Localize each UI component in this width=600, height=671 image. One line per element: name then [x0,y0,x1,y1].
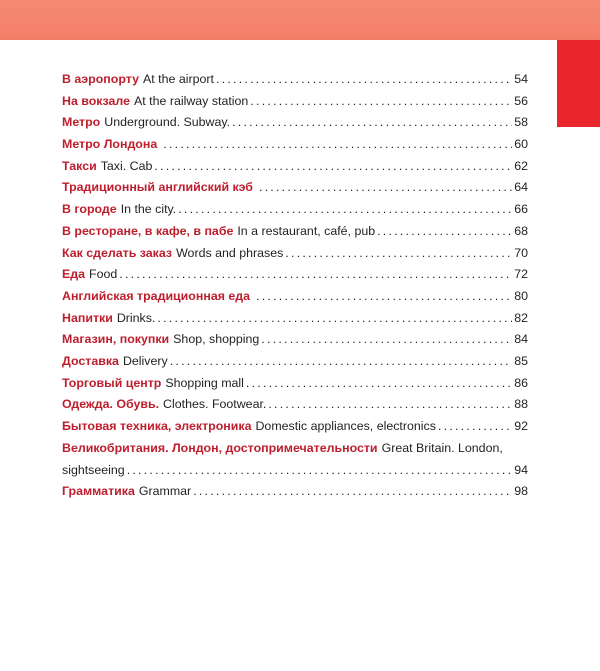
toc-entry-page: 94 [514,462,528,477]
toc-entry[interactable] [62,91,528,113]
toc-entry-page: 88 [514,397,528,412]
table-of-contents [62,69,528,503]
toc-entry-page: 54 [514,72,528,86]
toc-entry-ru-title: Как сделать заказ [62,245,173,260]
dot-leader [127,460,513,482]
toc-entry-ru-title: В ресторане, в кафе, в пабе [62,223,234,238]
toc-entry-ru-title: Напитки [62,310,113,325]
top-color-band [0,0,600,40]
dot-leader [119,264,512,286]
dot-leader [377,221,512,243]
dot-leader [232,112,512,134]
toc-entry-en-title: sightseeing [62,462,125,477]
toc-entry[interactable] [62,264,528,286]
toc-entry-ru-title: На вокзале [62,93,130,108]
toc-entry-ru-title: Метро Лондона [62,137,158,152]
toc-entry-page: 64 [514,180,528,195]
toc-entry[interactable] [62,308,528,330]
dot-leader [163,134,512,156]
toc-entry-en-title: Underground. Subway. [104,115,231,130]
toc-entry-en-title: At the airport [143,72,214,86]
toc-entry-ru-title: В аэропорту [62,72,139,86]
dot-leader [246,373,512,395]
toc-entry[interactable] [62,243,528,265]
dot-leader [178,199,512,221]
dot-leader [261,329,512,351]
dot-leader [438,416,512,438]
toc-entry[interactable] [62,112,528,134]
toc-entry-en-title: Domestic appliances, electronics [255,419,436,433]
toc-entry[interactable] [62,134,528,156]
toc-entry[interactable] [62,394,528,416]
dot-leader [285,243,512,265]
toc-entry-en-title: Taxi. Cab [100,158,153,173]
toc-entry-page: 66 [514,202,528,217]
toc-entry[interactable] [62,156,528,178]
toc-entry-ru-title: Великобритания. Лондон, достопримечательности [62,440,378,455]
toc-entry-en-title: Shop, shopping [173,332,260,347]
toc-entry-page: 80 [514,288,528,303]
dot-leader [216,69,512,91]
toc-entry-ru-title: Такси [62,158,97,173]
toc-entry-ru-title: Бытовая техника, электроника [62,419,252,433]
toc-entry-page: 98 [514,484,528,499]
toc-entry-en-title: Drinks. [116,310,156,325]
toc-entry-ru-title: В городе [62,202,117,217]
dot-leader [154,156,512,178]
toc-entry[interactable] [62,177,528,199]
side-tab-marker [557,40,600,127]
toc-entry-page: 82 [514,310,528,325]
toc-entry-page: 68 [514,223,528,238]
dot-leader [250,91,512,113]
toc-entry-en-title: Delivery [122,353,168,368]
toc-entry-ru-title: Еда [62,267,86,282]
toc-entry-ru-title: Английская традиционная еда [62,288,251,303]
dot-leader [268,394,512,416]
toc-entry-page: 60 [514,137,528,152]
toc-entry-en-title: At the railway station [134,93,249,108]
toc-entry[interactable] [62,199,528,221]
toc-entry-en-title: Words and phrases [176,245,284,260]
toc-entry-ru-title: Одежда. Обувь. [62,397,160,412]
toc-entry[interactable] [62,69,528,91]
toc-entry-ru-title: Доставка [62,353,119,368]
toc-entry[interactable] [62,221,528,243]
toc-entry[interactable] [62,373,528,395]
toc-entry-wrapped-second-line[interactable] [62,460,528,482]
toc-entry-en-title: Great Britain. London, [381,440,503,455]
dot-leader [193,481,512,503]
toc-entry-en-title: In a restaurant, café, pub [237,223,376,238]
toc-entry-ru-title: Торговый центр [62,375,162,390]
toc-entry-en-title: In the city. [120,202,177,217]
toc-entry-ru-title: Грамматика [62,484,135,499]
toc-entry-en-title: Shopping mall [165,375,244,390]
dot-leader [259,177,512,199]
toc-entry[interactable] [62,329,528,351]
toc-entry-page: 85 [514,353,528,368]
toc-entry-page: 56 [514,93,528,108]
toc-entry-en-title: Clothes. Footwear. [163,397,267,412]
toc-entry-en-title: Food [89,267,118,282]
toc-entry-page: 70 [514,245,528,260]
toc-entry-page: 62 [514,158,528,173]
toc-entry-wrapped-first-line[interactable] [62,438,528,460]
dot-leader [256,286,512,308]
toc-entry-page: 72 [514,267,528,282]
dot-leader [170,351,512,373]
toc-entry[interactable] [62,351,528,373]
toc-entry-ru-title: Магазин, покупки [62,332,170,347]
toc-entry-page: 84 [514,332,528,347]
toc-entry-page: 86 [514,375,528,390]
toc-entry[interactable] [62,286,528,308]
toc-entry[interactable] [62,416,528,438]
toc-entry-page: 92 [514,419,528,433]
toc-entry-ru-title: Традиционный английский кэб [62,180,253,195]
toc-entry-en-title: Grammar [138,484,192,499]
dot-leader [157,308,512,330]
toc-entry-ru-title: Метро [62,115,101,130]
toc-entry-page: 58 [514,115,528,130]
toc-entry[interactable] [62,481,528,503]
